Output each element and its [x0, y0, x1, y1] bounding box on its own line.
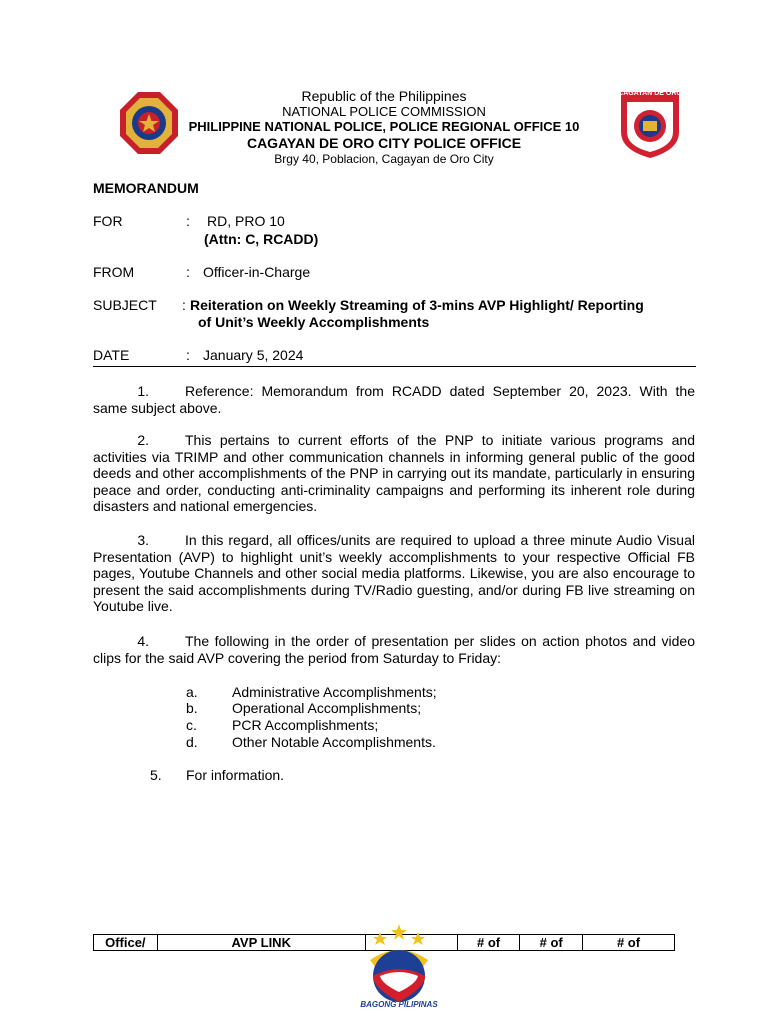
- from-label: FROM: [93, 264, 135, 280]
- table-header-office: Office/: [94, 935, 158, 951]
- for-label: FOR: [93, 213, 123, 229]
- paragraph-2: [93, 432, 695, 515]
- subject-line2: of Unit’s Weekly Accomplishments: [198, 314, 430, 330]
- header-divider: [93, 366, 696, 367]
- paragraph-5-text: For information.: [186, 767, 285, 783]
- table-header-count-2: # of: [520, 935, 583, 951]
- paragraph-2-number: 2.: [137, 432, 149, 448]
- paragraph-1: [93, 383, 695, 416]
- list-item-text: Operational Accomplishments;: [232, 700, 422, 716]
- list-item: [186, 734, 198, 750]
- list-item-letter: b.: [186, 700, 198, 716]
- header-pnp-pro10: PHILIPPINE NATIONAL POLICE, POLICE REGIONAL OFFICE 10: [188, 119, 580, 134]
- from-value: Officer-in-Charge: [203, 264, 311, 280]
- paragraph-3: [93, 532, 695, 615]
- list-item: [186, 684, 198, 700]
- list-item-letter: d.: [186, 734, 198, 750]
- list-item: [186, 700, 198, 716]
- header-address: Brgy 40, Poblacion, Cagayan de Oro City: [274, 152, 494, 166]
- cdo-logo-banner: CAGAYAN DE ORO: [618, 90, 682, 97]
- for-attn: (Attn: C, RCADD): [204, 231, 319, 247]
- paragraph-3-number: 3.: [137, 532, 149, 548]
- paragraph-3-text: In this regard, all offices/units are required to upload a three minute Audio Visual Presentation (AVP) to highlight unit’s weekly accomplishments to your respective Official FB pages, Youtube Channels and other social media platforms. Likewise, you are also encourage to present the said accomplishments during TV/Radio guesting, and/or during FB live streaming on Youtube live.: [93, 532, 695, 615]
- subject-line1: Reiteration on Weekly Streaming of 3-mins AVP Highlight/ Reporting: [190, 297, 644, 313]
- paragraph-1-number: 1.: [137, 383, 149, 399]
- list-item-letter: c.: [186, 717, 197, 733]
- bagong-pilipinas-logo: [358, 922, 440, 1004]
- header-napolcom: NATIONAL POLICE COMMISSION: [282, 104, 486, 119]
- list-item-text: Other Notable Accomplishments.: [232, 734, 436, 750]
- header-republic: Republic of the Philippines: [301, 88, 467, 104]
- paragraph-4-number: 4.: [137, 633, 149, 649]
- header-cdocpo: CAGAYAN DE ORO CITY POLICE OFFICE: [246, 135, 522, 151]
- from-colon: :: [186, 264, 190, 280]
- table-header-count-1: # of: [457, 935, 520, 951]
- date-label: DATE: [93, 347, 130, 363]
- memo-title: MEMORANDUM: [93, 180, 199, 196]
- paragraph-1-text: Reference: Memorandum from RCADD dated September 20, 2023. With the same subject above.: [93, 383, 695, 416]
- paragraph-4: [93, 633, 695, 666]
- bagong-pilipinas-label: BAGONG PILIPINAS: [360, 1000, 438, 1009]
- for-value: RD, PRO 10: [207, 213, 285, 229]
- list-item-letter: a.: [186, 684, 198, 700]
- paragraph-4-text: The following in the order of presentation per slides on action photos and video clips for the said AVP covering the period from Saturday to Friday:: [93, 633, 695, 666]
- list-item-text: Administrative Accomplishments;: [232, 684, 437, 700]
- date-value: January 5, 2024: [203, 347, 304, 363]
- paragraph-2-text: This pertains to current efforts of the PNP to initiate various programs and activities via TRIMP and other communication channels in informing general public of the good deeds and other accomplishments of the PNP in carrying out its mandate, particularly in ensuring peace and order, conducting anti-criminality campaigns and performing its inherent role during disasters and national emergencies.: [93, 432, 695, 515]
- for-colon: :: [186, 213, 190, 229]
- date-colon: :: [186, 347, 190, 363]
- subject-colon: :: [182, 297, 186, 313]
- list-item: [186, 717, 197, 733]
- subject-label: SUBJECT: [93, 297, 157, 313]
- table-header-count-3: # of: [583, 935, 675, 951]
- table-header-avp-link: AVP LINK: [157, 935, 365, 951]
- list-item-text: PCR Accomplishments;: [232, 717, 379, 733]
- paragraph-5-number: 5.: [150, 767, 162, 783]
